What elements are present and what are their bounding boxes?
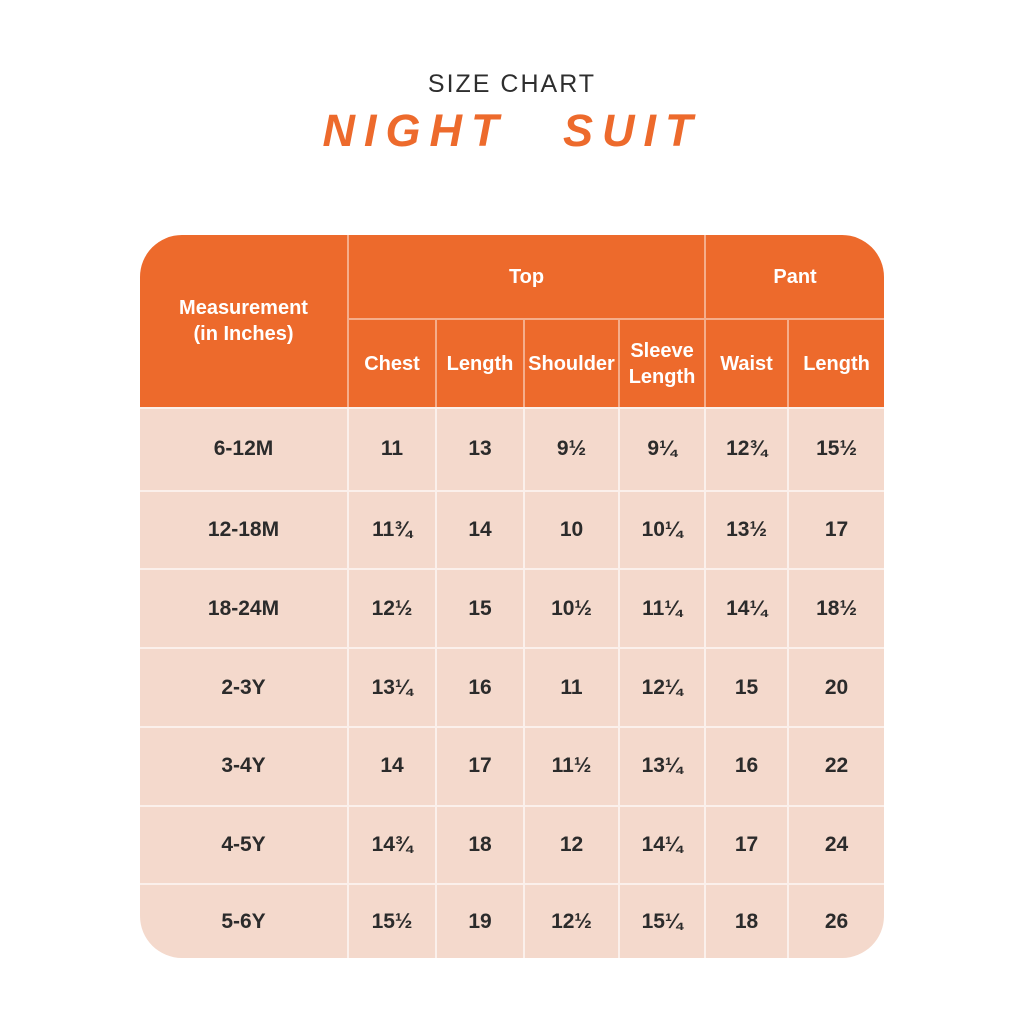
table-row xyxy=(140,807,884,886)
size-label: 12-18M xyxy=(140,492,349,571)
size-label: 3-4Y xyxy=(140,728,349,807)
size-label: 4-5Y xyxy=(140,807,349,886)
table-cell: 13 xyxy=(437,407,525,492)
table-row xyxy=(140,728,884,807)
table-cell: 18 xyxy=(706,885,789,958)
table-cell: 15¼ xyxy=(620,885,706,958)
table-cell: 14¾ xyxy=(349,807,437,886)
table-cell: 18½ xyxy=(789,570,884,649)
table-cell: 20 xyxy=(789,649,884,728)
size-chart-table xyxy=(140,235,884,958)
product-title: NIGHT SUIT xyxy=(322,105,702,156)
table-cell: 13¼ xyxy=(349,649,437,728)
table-cell: 16 xyxy=(437,649,525,728)
table-cell: 10 xyxy=(525,492,620,571)
page-title: SIZE CHART xyxy=(427,70,597,98)
table-cell: 14 xyxy=(349,728,437,807)
table-row xyxy=(140,885,884,958)
column-group-top: Top xyxy=(349,235,706,320)
table-cell: 11 xyxy=(349,407,437,492)
table-cell: 14¼ xyxy=(620,807,706,886)
size-label: 2-3Y xyxy=(140,649,349,728)
table-cell: 11¼ xyxy=(620,570,706,649)
table-cell: 24 xyxy=(789,807,884,886)
table-cell: 13½ xyxy=(706,492,789,571)
table-cell: 26 xyxy=(789,885,884,958)
table-row xyxy=(140,492,884,571)
corner-header-measurement: Measurement (in Inches) xyxy=(140,235,349,407)
table-row xyxy=(140,407,884,492)
table-cell: 12½ xyxy=(525,885,620,958)
table-row xyxy=(140,649,884,728)
column-header-chest: Chest xyxy=(349,320,437,407)
table-cell: 15 xyxy=(706,649,789,728)
table-cell: 12¾ xyxy=(706,407,789,492)
table-cell: 14 xyxy=(437,492,525,571)
column-header-top-length: Length xyxy=(437,320,525,407)
table-cell: 15½ xyxy=(349,885,437,958)
table-cell: 12 xyxy=(525,807,620,886)
column-header-pant-length: Length xyxy=(789,320,884,407)
table-cell: 19 xyxy=(437,885,525,958)
table-cell: 10½ xyxy=(525,570,620,649)
table-cell: 15½ xyxy=(789,407,884,492)
table-body xyxy=(140,407,884,958)
table-cell: 12¼ xyxy=(620,649,706,728)
column-header-shoulder: Shoulder xyxy=(525,320,620,407)
table-row xyxy=(140,570,884,649)
group-header-row xyxy=(140,235,884,320)
table-cell: 12½ xyxy=(349,570,437,649)
table-cell: 11 xyxy=(525,649,620,728)
table-cell: 13¼ xyxy=(620,728,706,807)
table-cell: 11¾ xyxy=(349,492,437,571)
table-cell: 10¼ xyxy=(620,492,706,571)
column-header-waist: Waist xyxy=(706,320,789,407)
table-cell: 9½ xyxy=(525,407,620,492)
table-cell: 14¼ xyxy=(706,570,789,649)
table-cell: 16 xyxy=(706,728,789,807)
table-cell: 9¼ xyxy=(620,407,706,492)
table-cell: 17 xyxy=(706,807,789,886)
table-cell: 22 xyxy=(789,728,884,807)
table-header xyxy=(140,235,884,407)
table-cell: 17 xyxy=(437,728,525,807)
size-label: 5-6Y xyxy=(140,885,349,958)
column-header-sleeve-length: Sleeve Length xyxy=(620,320,706,407)
table-cell: 11½ xyxy=(525,728,620,807)
table-cell: 18 xyxy=(437,807,525,886)
table-cell: 17 xyxy=(789,492,884,571)
size-label: 6-12M xyxy=(140,407,349,492)
size-label: 18-24M xyxy=(140,570,349,649)
column-group-pant: Pant xyxy=(706,235,884,320)
table-cell: 15 xyxy=(437,570,525,649)
measurements-table xyxy=(140,235,884,958)
